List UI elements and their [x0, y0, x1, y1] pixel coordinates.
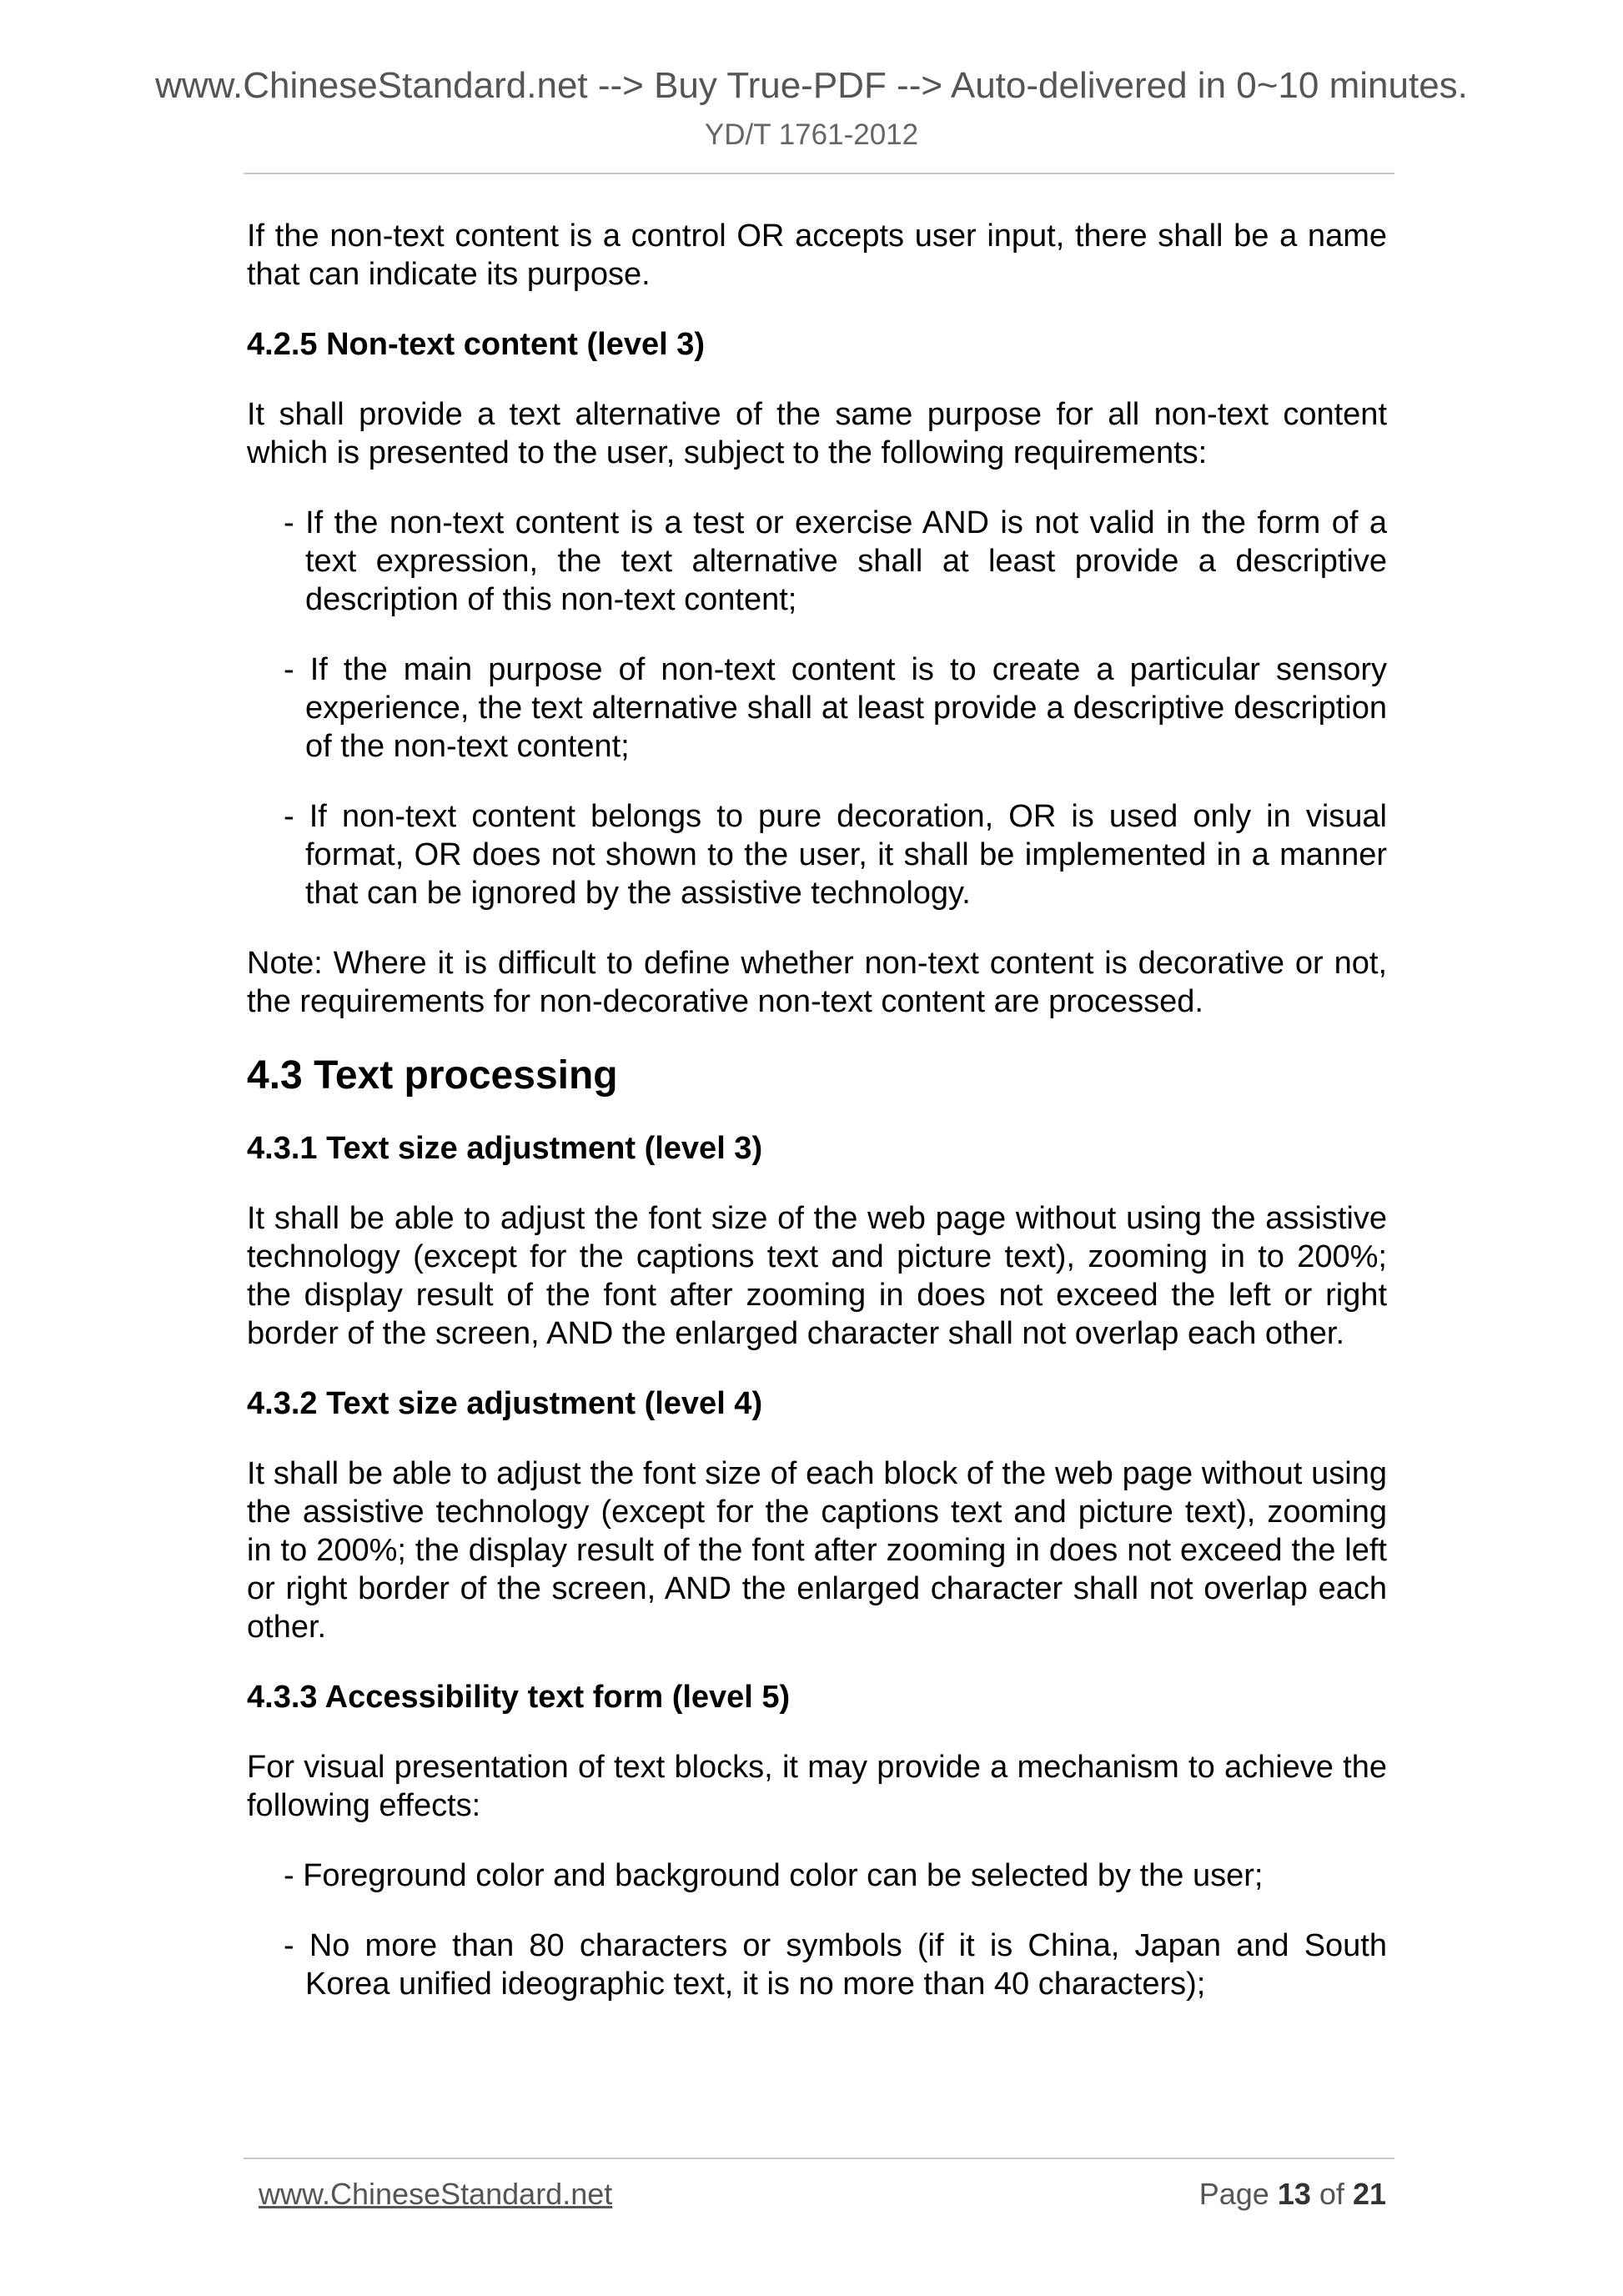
heading-4-3-2: 4.3.2 Text size adjustment (level 4)	[247, 1386, 763, 1421]
footer-divider	[244, 2158, 1394, 2159]
intro-paragraph: If the non-text content is a control OR accepts user input, there shall be a name that can indicate its purpose.	[247, 219, 1387, 292]
list-item: - Foreground color and background color can be selected by the user;	[284, 1858, 1264, 1893]
list-item: - If the main purpose of non-text content is to create a particular sensory experience, the text alternative shall at least provide a descriptive description of the non-text content;	[284, 652, 1387, 764]
page-label: Page	[1198, 2177, 1269, 2211]
heading-4-2-5: 4.2.5 Non-text content (level 3)	[247, 327, 706, 362]
footer-site-link[interactable]: www.ChineseStandard.net	[259, 2177, 613, 2211]
current-page: 13	[1277, 2177, 1311, 2211]
paragraph-4-3-2: It shall be able to adjust the font size of each block of the web page without using the assistive technology (except for the captions text and picture text), zooming in to 200%; the display result of the font after zooming in does not exceed the left or right border of the screen, AND the enlarged character shall not overlap each other.	[247, 1456, 1387, 1645]
header-divider	[244, 173, 1394, 174]
document-code: YD/T 1761-2012	[704, 118, 919, 151]
heading-4-3-1: 4.3.1 Text size adjustment (level 3)	[247, 1131, 763, 1166]
paragraph-4-3-3: For visual presentation of text blocks, it may provide a mechanism to achieve the following effects:	[247, 1750, 1387, 1823]
heading-4-3: 4.3 Text processing	[247, 1053, 618, 1098]
page-of-label: of	[1319, 2177, 1344, 2211]
heading-4-3-3: 4.3.3 Accessibility text form (level 5)	[247, 1680, 791, 1715]
list-item: - No more than 80 characters or symbols (if it is China, Japan and South Korea unified ideographic text, it is no more than 40 characters);	[284, 1928, 1387, 2002]
paragraph-4-3-1: It shall be able to adjust the font size of the web page without using the assistive technology (except for the captions text and picture text), zooming in to 200%; the display result of the font after zooming in does not exceed the left or right border of the screen, AND the enlarged character shall not overlap each other.	[247, 1201, 1387, 1351]
page-body	[247, 217, 1387, 2035]
note-paragraph: Note: Where it is difficult to define whether non-text content is decorative or not, the requirements for non-decorative non-text content are processed.	[247, 946, 1387, 1019]
site-banner: www.ChineseStandard.net --> Buy True-PDF --> Auto-delivered in 0~10 minutes.	[155, 65, 1468, 106]
list-item: - If non-text content belongs to pure decoration, OR is used only in visual format, OR does not shown to the user, it shall be implemented in a manner that can be ignored by the assistive technology.	[284, 799, 1387, 911]
page-number	[1199, 2177, 1386, 2212]
total-pages: 21	[1352, 2177, 1386, 2211]
list-item: - If the non-text content is a test or exercise AND is not valid in the form of a text expression, the text alternative shall at least provide a descriptive description of this non-text content;	[284, 505, 1387, 617]
paragraph-4-2-5: It shall provide a text alternative of the same purpose for all non-text content which is presented to the user, subject to the following requirements:	[247, 397, 1387, 470]
